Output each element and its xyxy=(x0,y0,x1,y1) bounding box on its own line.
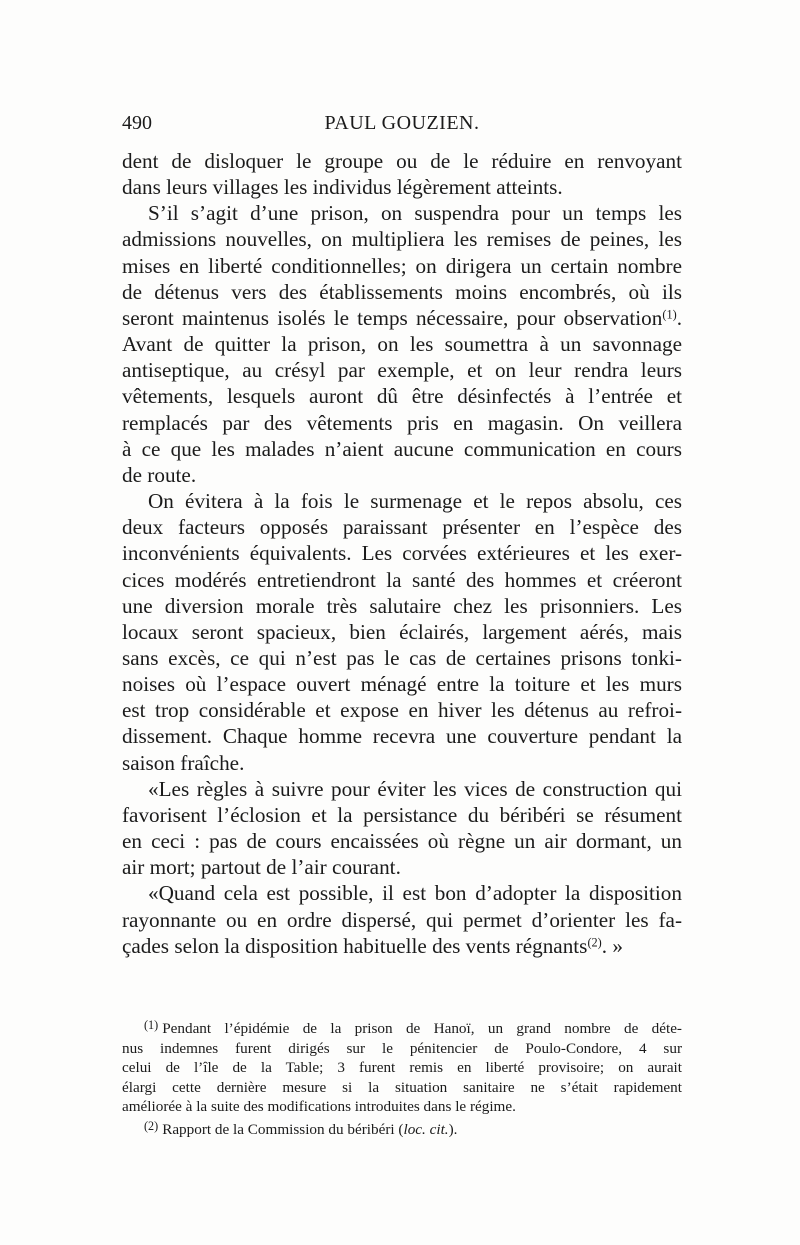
body-line: dissement. Chaque homme recevra une couverture pendant la xyxy=(122,724,682,749)
body-line: admissions nouvelles, on multipliera les remises de peines, les xyxy=(122,227,682,252)
footnote-1-line: élargi cette dernière mesure si la situation sanitaire ne s’était rapidement xyxy=(122,1078,682,1096)
body-line: inconvénients équivalents. Les corvées extérieures et les exer- xyxy=(122,541,682,566)
body-line: dans leurs villages les individus légèrement atteints. xyxy=(122,175,563,200)
body-line: de détenus vers des établissements moins encombrés, où ils xyxy=(122,279,682,304)
footnote-1-line: celui de l’île de la Table; 3 furent remis en liberté provisoire; on aurait xyxy=(122,1059,682,1077)
footnotes xyxy=(122,1019,682,1140)
body-line: sans excès, ce qui n’est pas le cas de certaines prisons tonki- xyxy=(122,645,682,670)
body-text xyxy=(122,148,682,959)
body-line-text: çades selon la disposition habituelle des vents régnants xyxy=(122,933,588,958)
footnote-2-text: Rapport de la Commission du béribéri ( xyxy=(162,1120,404,1138)
page-number: 490 xyxy=(122,112,152,134)
body-line: «Les règles à suivre pour éviter les vices de construction qui xyxy=(148,776,682,801)
footnote-1-line: améliorée à la suite des modifications introduites dans le régime. xyxy=(122,1098,516,1116)
footnote-ref-2: (2) xyxy=(587,934,602,949)
footnote-1-line: nus indemnes furent dirigés sur le pénitencier de Poulo-Condore, 4 sur xyxy=(122,1039,682,1057)
body-line-with-note xyxy=(122,933,682,959)
body-line: air mort; partout de l’air courant. xyxy=(122,855,401,880)
body-line: remplacés par des vêtements pris en magasin. On veillera xyxy=(122,410,682,435)
body-line: deux facteurs opposés paraissant présenter en l’espèce des xyxy=(122,515,682,540)
body-line: de route. xyxy=(122,462,197,487)
body-line: est trop considérable et expose en hiver les détenus au refroi- xyxy=(122,698,682,723)
body-line: S’il s’agit d’une prison, on suspendra pour un temps les xyxy=(148,201,682,226)
body-line: rayonnante ou en ordre dispersé, qui permet d’orienter les fa- xyxy=(122,907,682,932)
body-line-with-note xyxy=(122,305,682,331)
page-header xyxy=(122,112,682,142)
punctuation: . » xyxy=(601,933,623,958)
body-line: dent de disloquer le groupe ou de le réduire en renvoyant xyxy=(122,149,682,173)
body-line: favorisent l’éclosion et la persistance du béribéri se résument xyxy=(122,802,682,827)
body-line: cices modérés entretiendront la santé des hommes et créeront xyxy=(122,567,682,592)
punctuation: . xyxy=(676,305,682,330)
body-line: On évitera à la fois le surmenage et le repos absolu, ces xyxy=(148,489,682,514)
footnote-1-marker: (1) xyxy=(144,1017,159,1032)
footnote-2-citation: loc. cit. xyxy=(403,1120,449,1138)
footnote-2-marker: (2) xyxy=(144,1118,159,1133)
body-line: en ceci : pas de cours encaissées où règne un air dormant, un xyxy=(122,829,682,854)
body-line: antiseptique, au crésyl par exemple, et on leur rendra leurs xyxy=(122,358,682,383)
body-line: noises où l’espace ouvert ménagé entre la toiture et les murs xyxy=(122,672,682,697)
body-line: une diversion morale très salutaire chez les prisonniers. Les xyxy=(122,593,682,618)
footnote-ref-1: (1) xyxy=(662,307,677,322)
body-line: vêtements, lesquels auront dû être désinfectés à l’entrée et xyxy=(122,384,682,409)
footnote-1-line xyxy=(122,1019,682,1039)
body-line: saison fraîche. xyxy=(122,750,245,775)
footnote-2-tail: ). xyxy=(448,1120,458,1138)
footnote-2-line xyxy=(122,1120,682,1140)
footnote-1-text: Pendant l’épidémie de la prison de Hanoï, un grand nombre de déte- xyxy=(162,1020,682,1037)
body-line: mises en liberté conditionnelles; on dirigera un certain nombre xyxy=(122,253,682,278)
body-line-text: seront maintenus isolés le temps nécessaire, pour observation xyxy=(122,305,663,330)
body-line: à ce que les malades n’aient aucune communication en cours xyxy=(122,436,682,461)
body-line: «Quand cela est possible, il est bon d’adopter la disposition xyxy=(148,881,682,906)
body-line: locaux seront spacieux, bien éclairés, largement aérés, mais xyxy=(122,619,682,644)
running-title: PAUL GOUZIEN. xyxy=(324,112,480,134)
body-line: Avant de quitter la prison, on les soumettra à un savonnage xyxy=(122,332,682,357)
